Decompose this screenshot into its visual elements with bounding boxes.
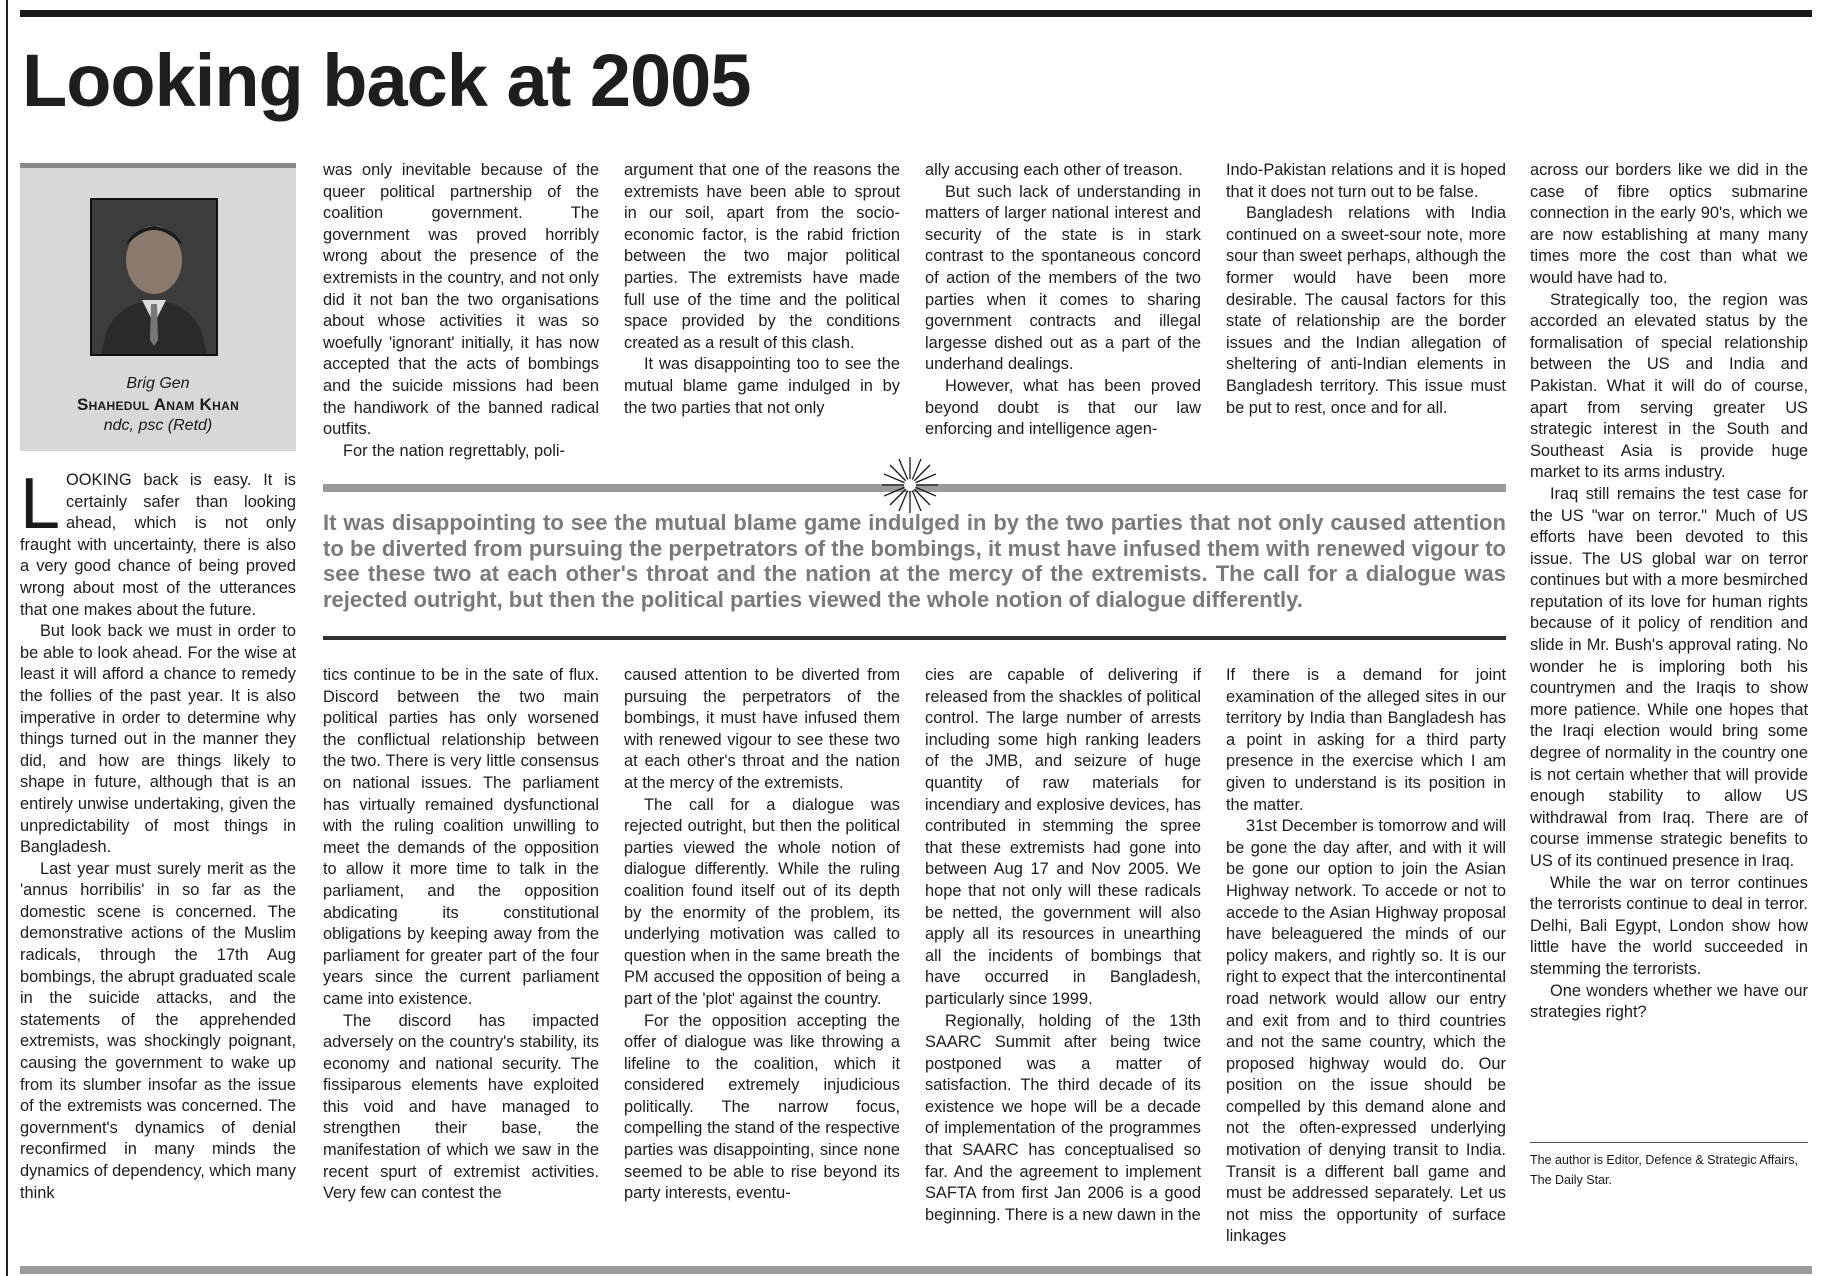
author-note: The author is Editor, Defence & Strategic Affairs, The Daily Star. (1530, 1153, 1798, 1187)
paragraph: Strategically too, the region was accorded an elevated status by the formalisation of special relationship between the US and India and Pakistan. What it will do of course, apart from serving greater US strategic interest in the South and Southeast Asia is provide huge market to its arms industry. (1530, 290, 1808, 482)
column-5-bottom (1226, 665, 1506, 1248)
paragraph: was only inevitable because of the queer political partnership of the coalition government. The government was proved horribly wrong about the presence of the extremists in the country, and not only did it not ban the two organisations about whose activities it was so woefully 'ignorant' initially, it has now accepted that the acts of bombings and the suicide missions had been the handiwork of the banned radical outfits. (323, 161, 599, 439)
author-note-rule (1530, 1142, 1808, 1143)
paragraph: The call for a dialogue was rejected outright, but then the political parties viewed the whole notion of dialogue differently. While the ruling coalition found itself out of its depth by the enormity of the problem, its underlying motivation was called to question when in the same breath the PM accused the opposition of being a part of the 'plot' against the country. (624, 795, 900, 1008)
paragraph: OOKING back is easy. It is certainly safer than looking ahead, which is not only fraught with uncertainty, there is also a very good chance of being proved wrong about most of the utterances that one makes about the future. (20, 471, 296, 619)
paragraph: But such lack of understanding in matters of larger national interest and security of the state is in stark contrast to the spontaneous concord of action of the members of the two parties when it comes to sharing government contracts and illegal largesse dished out as a part of the underhand dealings. (925, 182, 1201, 374)
paragraph: Regionally, holding of the 13th SAARC Summit after being twice postponed was a matter of satisfaction. The third decade of its existence we hope will be a decade of implementation of the programmes that SAARC has conceptualised so far. And the agreement to implement SAFTA from first Jan 2006 is a good beginning. There is a new dawn in the (925, 1011, 1201, 1224)
pull-quote-text: It was disappointing to see the mutual blame game indulged in by the two parties that not only caused attention to be diverted from pursuing the perpetrators of the bombings, it must have infused them with renewed vigour to see these two at each other's throat and the nation at the mercy of the extremists. The call for a dialogue was rejected outright, but then the political parties viewed the whole notion of dialogue differently. (323, 510, 1506, 612)
paragraph: If there is a demand for joint examination of the alleged sites in our territory by India than Bangladesh has a point in asking for a third party presence in the exercise which I am given to understand is its position in the matter. (1226, 666, 1506, 814)
column-4-bottom (925, 665, 1201, 1226)
byline-credentials: ndc, psc (Retd) (103, 417, 213, 434)
column-4-top (925, 160, 1201, 441)
paragraph: For the opposition accepting the offer of dialogue was like throwing a lifeline to the coalition, which it considered extremely injudicious politically. The narrow focus, compelling the stand of the respective parties was disappointing, since none seemed to be able to rise beyond its party interests, eventu- (624, 1011, 900, 1203)
drop-cap: L (20, 464, 61, 544)
column-3-top (624, 160, 900, 419)
starburst-icon (880, 455, 940, 515)
byline-box (20, 163, 296, 451)
paragraph: However, what has been proved beyond doubt is that our law enforcing and intelligence agen- (925, 376, 1201, 439)
paragraph: Bangladesh relations with India continued on a sweet-sour note, more sour than sweet perhaps, although the former would have been more desirable. The causal factors for this state of relationship are the border issues and the Indian allegation of sheltering of anti-Indian elements in Bangladesh territory. This issue must be put to rest, once and for all. (1226, 204, 1506, 417)
paragraph: Last year must surely merit as the 'annus horribilis' in so far as the domestic scene is concerned. The demonstrative actions of the Muslim radicals, through the 17th Aug bombings, the abrupt graduated scale in the suicide attacks, and the statements of the apprehended extremists, was shockingly poignant, causing the government to wake up from its slumber insofar as the issue of the extremists was concerned. The government's dynamics of denial reconfirmed in many minds the dynamics of dependency, which many think (20, 859, 296, 1202)
top-rule (20, 10, 1812, 17)
paragraph: cies are capable of delivering if released from the shackles of political control. The large number of arrests including some high ranking leaders of the JMB, and seizure of huge quantity of raw materials for incendiary and explosive devices, has contributed in stemming the spree that these extremists had gone into between Aug 17 and Nov 2005. We hope that not only will these radicals be netted, the government will also apply all its resources in unearthing all the incidents of bombings that have occurred in Bangladesh, particularly since 1999. (925, 666, 1201, 1008)
paragraph: But look back we must in order to be able to look ahead. For the wise at least it will afford a chance to remedy the follies of the past year. It is also imperative in order to determine why things turned out in the manner they did, and how are things likely to shape in future, although that is an entirely unwise undertaking, given the unpredictability of most things in Bangladesh. (20, 622, 296, 857)
paragraph: across our borders like we did in the case of fibre optics submarine connection in the early 90's, which we are now establishing at many many times more the cost than what we would have had to. (1530, 161, 1808, 287)
byline-name: Shahedul Anam Khan (76, 395, 240, 414)
column-3-bottom (624, 665, 900, 1205)
paragraph: For the nation regrettably, poli- (343, 441, 565, 460)
byline-rank: Brig Gen (126, 375, 190, 392)
paragraph: argument that one of the reasons the extremists have been able to sprout in our soil, apart from the socio-economic factor, is the rabid friction between the two major political parties. The extremists have made full use of the time and the political space provided by the conditions created as a result of this clash. (624, 161, 900, 352)
paragraph: Iraq still remains the test case for the US "war on terror." Much of US efforts have been devoted to this issue. The US global war on terror continues but with a more besmirched reputation of its love for human rights because of it policy of rendition and slide in Mr. Bush's approval rating. No wonder he is imploring both his countrymen and the Iraqis to show more patience. While one hopes that the Iraqi election would bring some degree of normality in the country one is not certain whether that will provide enough stability to allow US withdrawal from Iraq. There are of course immense strategic benefits to US of its continued presence in Iraq. (1530, 484, 1808, 870)
paragraph: Indo-Pakistan relations and it is hoped that it does not turn out to be false. (1226, 161, 1506, 201)
paragraph: It was disappointing too to see the mutual blame game indulged in by the two parties that not only (624, 355, 900, 417)
column-2-top (323, 160, 599, 462)
column-6 (1530, 160, 1808, 1024)
column-2-bottom (323, 665, 599, 1205)
paragraph: ally accusing each other of treason. (925, 161, 1183, 179)
paragraph: caused attention to be diverted from pursuing the perpetrators of the bombings, it must have infused them with renewed vigour to see these two at each other's throat and the nation at the mercy of the extremists. (624, 666, 900, 792)
page-left-border (6, 0, 8, 1276)
author-photo (90, 198, 218, 356)
paragraph: 31st December is tomorrow and will be gone the day after, and with it will be gone our option to join the Asian Highway network. To accede or not to accede to the Asian Highway proposal have beleaguered the minds of our policy makers, and rightly so. It is our right to expect that the intercontinental road network would allow our entry and exit from and to third countries and not the same country, which the proposed highway would do. Our position on the issue should be compelled by this demand alone and not the often-expressed underlying motivation of denying transit to India. Transit is a different ball game and must be addressed separately. Let us not miss the opportunity of surface linkages (1226, 817, 1506, 1246)
paragraph: tics continue to be in the sate of flux. Discord between the two main political parties has only worsened the conflictual relationship between the two. There is very little consensus on national issues. The parliament has virtually remained dysfunctional with the ruling coalition unwilling to meet the demands of the opposition to allow it more time to talk in the parliament, and the opposition abdicating its constitutional obligations by keeping away from the parliament for greater part of the four years since the current parliament came into existence. (323, 666, 599, 1008)
column-1 (20, 464, 296, 1204)
paragraph: While the war on terror continues the terrorists continue to deal in terror. Delhi, Bali Egypt, London show how little have the world succeeded in stemming the terrorists. (1530, 873, 1808, 978)
paragraph: The discord has impacted adversely on the country's stability, its economy and national security. The fissiparous elements have exploited this void and have managed to strengthen their base, the manifestation of which we saw in the recent spurt of extremist activities. Very few can contest the (323, 1011, 599, 1203)
bottom-rule (20, 1266, 1812, 1274)
headline: Looking back at 2005 (22, 39, 751, 122)
column-5-top (1226, 160, 1506, 419)
paragraph: One wonders whether we have our strategies right? (1530, 981, 1808, 1022)
